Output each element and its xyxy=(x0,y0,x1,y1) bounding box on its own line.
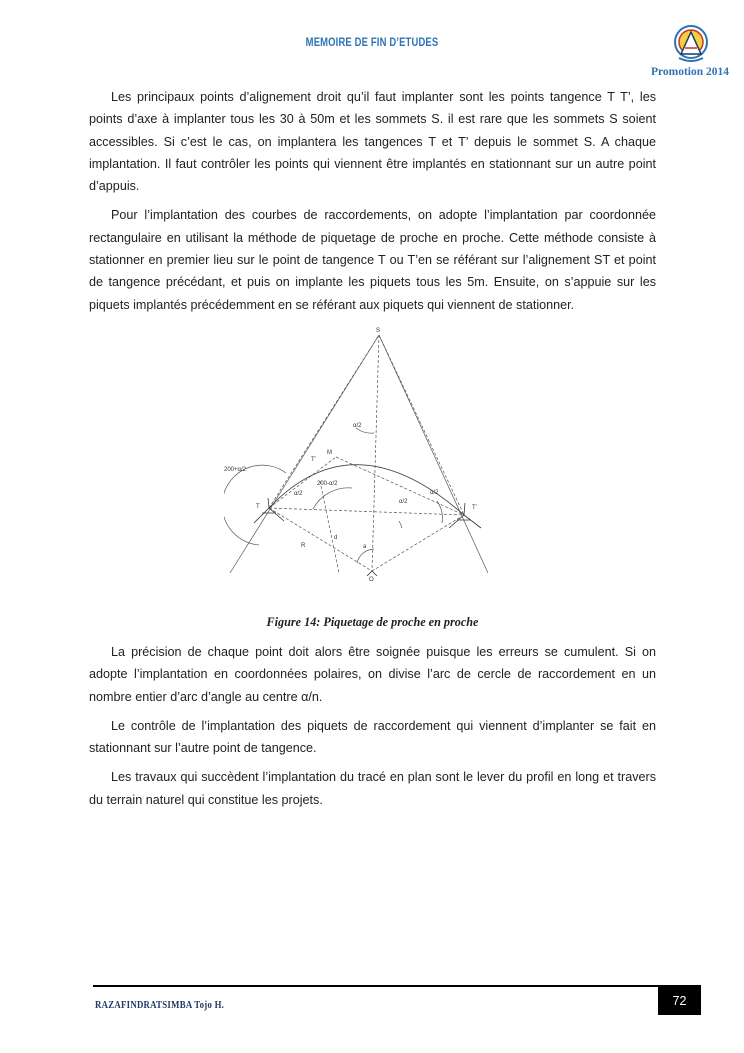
angle-arc-right xyxy=(437,501,442,523)
header-title: MEMOIRE DE FIN D’ETUDES xyxy=(305,37,439,49)
label-a: a xyxy=(363,543,367,550)
label-t-prime: T' xyxy=(472,504,477,511)
angle-arc-center xyxy=(357,549,374,563)
label-s: S xyxy=(376,327,381,334)
label-alpha-mid: α/2 xyxy=(399,498,408,505)
label-o: O xyxy=(369,576,374,583)
label-alpha-right: α/2 xyxy=(430,489,439,496)
tangent-line-right xyxy=(379,335,488,573)
label-angle-200-left: 200+α/2 xyxy=(224,466,246,473)
label-d: d xyxy=(334,534,338,541)
label-t-prime-small: T' xyxy=(311,456,316,463)
label-t: T xyxy=(256,503,260,510)
label-alpha-left: α/2 xyxy=(294,490,303,497)
paragraph-1: Les principaux points d’alignement droit qu’il faut implanter sont les points tangence T T’, les points d’axe à implanter tous les 30 à 50m et les sommets S. il est rare que les sommets S soient accessibles. Si c’est le cas, on implantera les tangences T et T’ depuis le sommet S. A chaque implantation. Il faut contrôler les points qui viennent être implantés en stationnant sur un autre point d’appuis. xyxy=(89,90,656,194)
paragraph-5: Les travaux qui succèdent l’implantation du tracé en plan sont le lever du profil en long et travers du terrain naturel qui constitue les projets. xyxy=(89,770,656,807)
label-m: M xyxy=(327,449,332,456)
paragraph-3: La précision de chaque point doit alors être soignée puisque les erreurs se cumulent. Si on adopte l’implantation en coordonnées polaires, on divise l’arc de cercle de raccordement en un nombre entier d’arc d’angle au centre α/n. xyxy=(89,644,656,704)
label-r: R xyxy=(301,542,306,549)
dashed-to-center-right xyxy=(372,515,464,571)
label-angle-200-mid: 200-α/2 xyxy=(317,480,338,487)
station-o xyxy=(367,571,377,576)
footer-divider xyxy=(93,985,658,987)
dashed-chord xyxy=(269,508,464,515)
dashed-mt-prime xyxy=(336,457,464,515)
dashed-bisector xyxy=(372,335,379,571)
label-half-angle-top: α/2 xyxy=(353,422,362,429)
figure-piquetage xyxy=(89,323,656,611)
page-number: 72 xyxy=(658,985,701,1015)
page-content xyxy=(89,86,656,818)
dashed-radius-mid xyxy=(320,481,339,573)
figure-caption: Figure 14: Piquetage de proche en proche xyxy=(266,614,479,629)
dashed-to-center-left xyxy=(269,508,372,571)
promotion-label: Promotion 2014 xyxy=(650,66,730,78)
paragraph-4: Le contrôle de l’implantation des piquets de raccordement qui viennent d’implanter se fait en stationnant sur l’autre point de tangence. xyxy=(89,718,656,756)
angle-arc-inner xyxy=(399,521,402,528)
school-logo xyxy=(671,24,711,66)
paragraph-2: Pour l’implantation des courbes de raccordements, on adopte l’implantation par coordonnée rectangulaire en utilisant la méthode de piquetage de proche en proche. Cette méthode consiste à stationner en premier lieu sur le point de tangence T ou T’en se référant sur l’alignement ST et point de tangence précédant, et puis on implante les piquets tous les 5m. Ensuite, on s’appuie sur les piquets implantés précédemment en se référant aux piquets qui viennent de stationner. xyxy=(89,208,656,312)
figure-diagram xyxy=(224,323,494,583)
angle-arc-mid xyxy=(313,488,352,509)
footer-author: RAZAFINDRATSIMBA Tojo H. xyxy=(95,1000,225,1011)
